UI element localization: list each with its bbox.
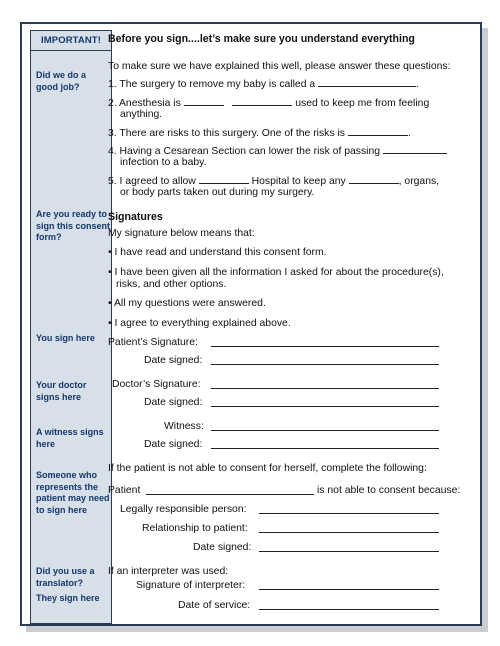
representative-date-label: Date signed: (193, 542, 252, 553)
bullet-agree: • I agree to everything explained above. (108, 318, 291, 329)
interpreter-signature-label: Signature of interpreter: (136, 580, 246, 591)
question-3-text: 3. There are risks to this surgery. One of the risks is (108, 128, 345, 139)
question-4-text: 4. Having a Cesarean Section can lower the risk of passing (108, 146, 381, 157)
consent-form-page (20, 22, 482, 626)
sidebar-label-you-sign: You sign here (36, 333, 95, 343)
interpreter-date-label: Date of service: (178, 600, 251, 611)
doctor-signature-line[interactable] (211, 388, 439, 389)
signatures-heading: Signatures (108, 211, 163, 223)
doctor-date-line[interactable] (211, 406, 439, 407)
representative-patient-line[interactable] (146, 494, 314, 495)
question-1: 1. The surgery to remove my baby is called a . (108, 79, 419, 90)
witness-date-label: Date signed: (144, 439, 203, 450)
question-3: 3. There are risks to this surgery. One of the risks is . (108, 128, 411, 139)
representative-date-line[interactable] (259, 551, 439, 552)
page-title: Before you sign....let’s make sure you understand everything (108, 33, 415, 45)
question-5-text-c: , organs, (398, 176, 440, 187)
relationship-line[interactable] (259, 532, 439, 533)
legal-rep-line[interactable] (259, 513, 439, 514)
bullet-information: • I have been given all the information I asked for about the procedure(s), (108, 267, 444, 278)
legal-rep-label: Legally responsible person: (120, 504, 247, 515)
question-5-text-a: 5. I agreed to allow (108, 176, 196, 187)
sidebar-label-good-job: Did we do a good job? (36, 70, 87, 92)
doctor-date-label: Date signed: (144, 397, 203, 408)
patient-date-label: Date signed: (144, 355, 203, 366)
question-2-text-b: used to keep me from feeling (295, 98, 430, 109)
sidebar-label-representative: Someone who represents the patient may need to sign here (36, 470, 110, 515)
question-1-text: 1. The surgery to remove my baby is called a (108, 79, 316, 90)
sidebar-label-doctor-signs: Your doctor signs here (36, 380, 87, 402)
question-2-blank-1[interactable] (184, 96, 224, 106)
patient-signature-line[interactable] (211, 346, 439, 347)
question-5-text-b: Hospital to keep any (251, 176, 346, 187)
question-1-blank[interactable] (318, 77, 416, 87)
question-5-blank-2[interactable] (349, 174, 399, 184)
signatures-intro: My signature below means that: (108, 228, 255, 239)
relationship-label: Relationship to patient: (142, 523, 248, 534)
question-2-text-a: 2. Anesthesia is (108, 98, 181, 109)
sidebar-label-they-sign: They sign here (36, 593, 100, 603)
form-content (22, 24, 484, 628)
witness-date-line[interactable] (211, 448, 439, 449)
bullet-read: • I have read and understand this consent form. (108, 247, 327, 258)
witness-signature-line[interactable] (211, 430, 439, 431)
sidebar-label-witness-signs: A witness signs here (36, 427, 104, 449)
sidebar-label-ready-to-sign: Are you ready to sign this consent form? (36, 209, 111, 242)
sidebar-label-translator: Did you use a translator? (36, 566, 95, 588)
question-4-blank[interactable] (383, 144, 447, 154)
representative-not-able-label: is not able to consent because: (317, 485, 461, 496)
patient-date-line[interactable] (211, 364, 439, 365)
representative-intro: If the patient is not able to consent for herself, complete the following: (108, 463, 427, 474)
bullet-information-continued: risks, and other options. (116, 279, 227, 290)
interpreter-signature-line[interactable] (259, 589, 439, 590)
question-5-blank-1[interactable] (199, 174, 249, 184)
question-3-blank[interactable] (348, 126, 408, 136)
question-2-continued: anything. (120, 109, 163, 120)
representative-patient-label: Patient (108, 485, 141, 496)
doctor-signature-label: Doctor’s Signature: (112, 379, 201, 390)
interpreter-date-line[interactable] (259, 609, 439, 610)
sidebar-header: IMPORTANT! (31, 31, 111, 51)
interpreter-intro: If an interpreter was used: (108, 566, 229, 577)
question-4-continued: infection to a baby. (120, 157, 207, 168)
witness-label: Witness: (164, 421, 204, 432)
patient-signature-label: Patient’s Signature: (108, 337, 198, 348)
question-2-blank-2[interactable] (232, 96, 292, 106)
question-5-continued: or body parts taken out during my surgery. (120, 187, 315, 198)
questions-intro: To make sure we have explained this well, please answer these questions: (108, 61, 451, 72)
bullet-questions: • All my questions were answered. (108, 298, 266, 309)
